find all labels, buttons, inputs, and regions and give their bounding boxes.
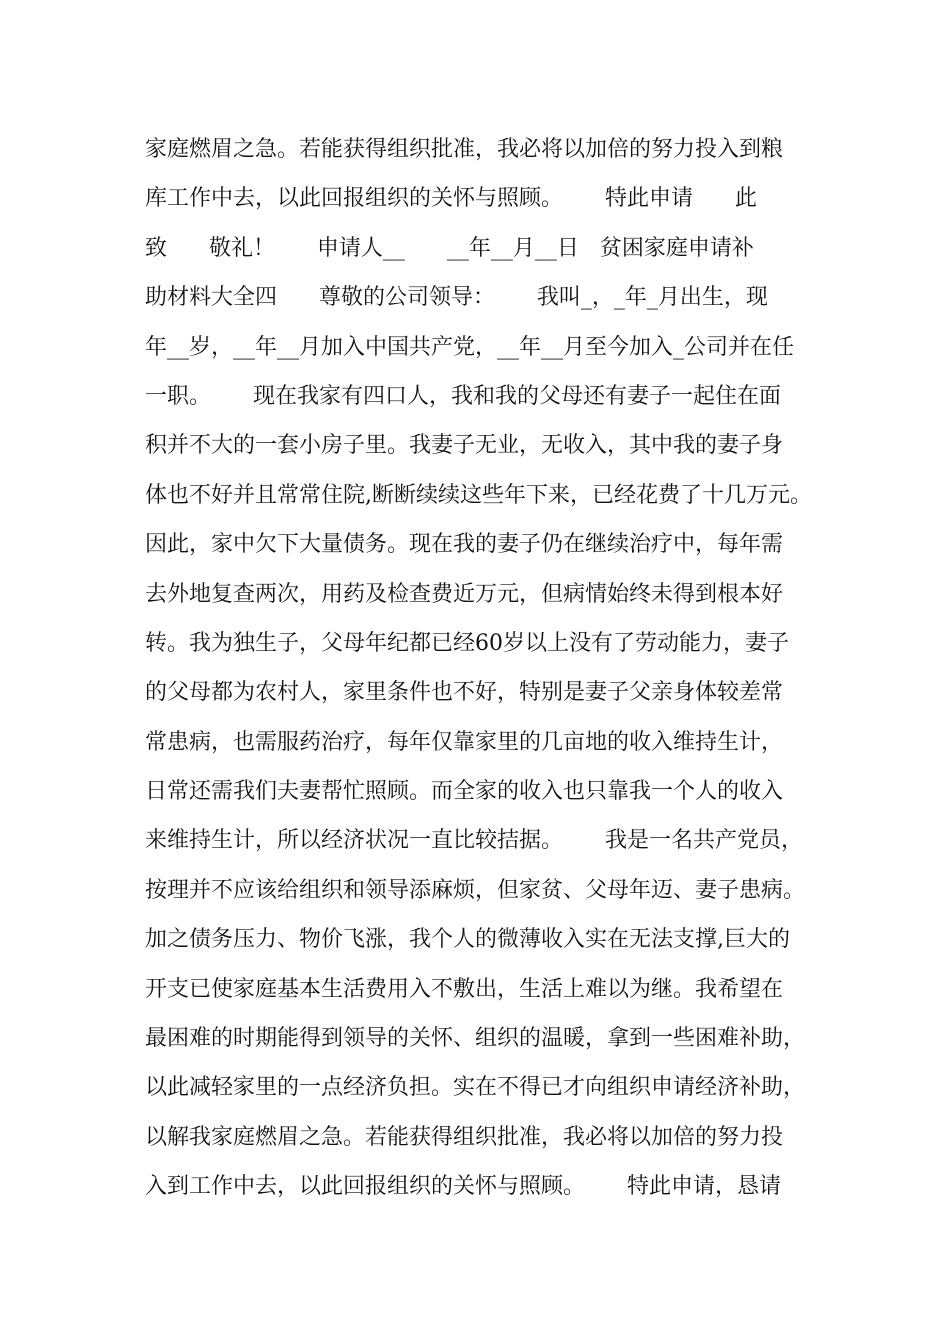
text-line: 以此减轻家里的一点经济负担。实在不得已才向组织申请经济补助， bbox=[145, 1075, 806, 1101]
text-line: 助材料大全四 尊敬的公司领导： 我叫_，_年_月出生，现 bbox=[145, 285, 768, 311]
text-line: 按理并不应该给组织和领导添麻烦，但家贫、父母年迈、妻子患病。 bbox=[145, 877, 806, 903]
text-line: 去外地复查两次，用药及检查费近万元，但病情始终未得到根本好 bbox=[145, 581, 784, 607]
text-line: 转。我为独生子，父母年纪都已经60岁以上没有了劳动能力，妻子 bbox=[145, 630, 789, 656]
text-line: 最困难的时期能得到领导的关怀、组织的温暖，拿到一些困难补助， bbox=[145, 1026, 806, 1052]
text-line: 加之债务压力、物价飞涨，我个人的微薄收入实在无法支撑,巨大的 bbox=[145, 927, 790, 953]
text-line: 开支已使家庭基本生活费用入不敷出，生活上难以为继。我希望在 bbox=[145, 976, 784, 1002]
body-text bbox=[145, 125, 835, 1212]
text-line: 体也不好并且常常住院,断断续续这些年下来，已经花费了十几万元。 bbox=[145, 482, 812, 508]
text-line: 的父母都为农村人，家里条件也不好，特别是妻子父亲身体较差常 bbox=[145, 680, 784, 706]
text-line: 积并不大的一套小房子里。我妻子无业，无收入，其中我的妻子身 bbox=[145, 433, 784, 459]
text-line: 因此，家中欠下大量债务。现在我的妻子仍在继续治疗中，每年需 bbox=[145, 532, 784, 558]
text-line: 年__岁，__年__月加入中国共产党，__年__月至今加入_公司并在任 bbox=[145, 334, 795, 360]
text-line: 来维持生计，所以经济状况一直比较拮据。 我是一名共产党员， bbox=[145, 828, 803, 854]
text-line: 致 敬礼！ 申请人__ __年__月__日 贫困家庭申请补 bbox=[145, 235, 754, 261]
text-line: 以解我家庭燃眉之急。若能获得组织批准，我必将以加倍的努力投 bbox=[145, 1124, 784, 1150]
text-line: 入到工作中去，以此回报组织的关怀与照顾。 特此申请，恳请 bbox=[145, 1174, 781, 1200]
text-line: 库工作中去，以此回报组织的关怀与照顾。 特此申请 此 bbox=[145, 186, 757, 212]
text-line: 一职。 现在我家有四口人，我和我的父母还有妻子一起住在面 bbox=[145, 383, 781, 409]
text-line: 常患病，也需服药治疗，每年仅靠家里的几亩地的收入维持生计， bbox=[145, 729, 784, 755]
text-line: 家庭燃眉之急。若能获得组织批准，我必将以加倍的努力投入到粮 bbox=[145, 137, 784, 162]
text-line: 日常还需我们夫妻帮忙照顾。而全家的收入也只靠我一个人的收入 bbox=[145, 779, 784, 805]
